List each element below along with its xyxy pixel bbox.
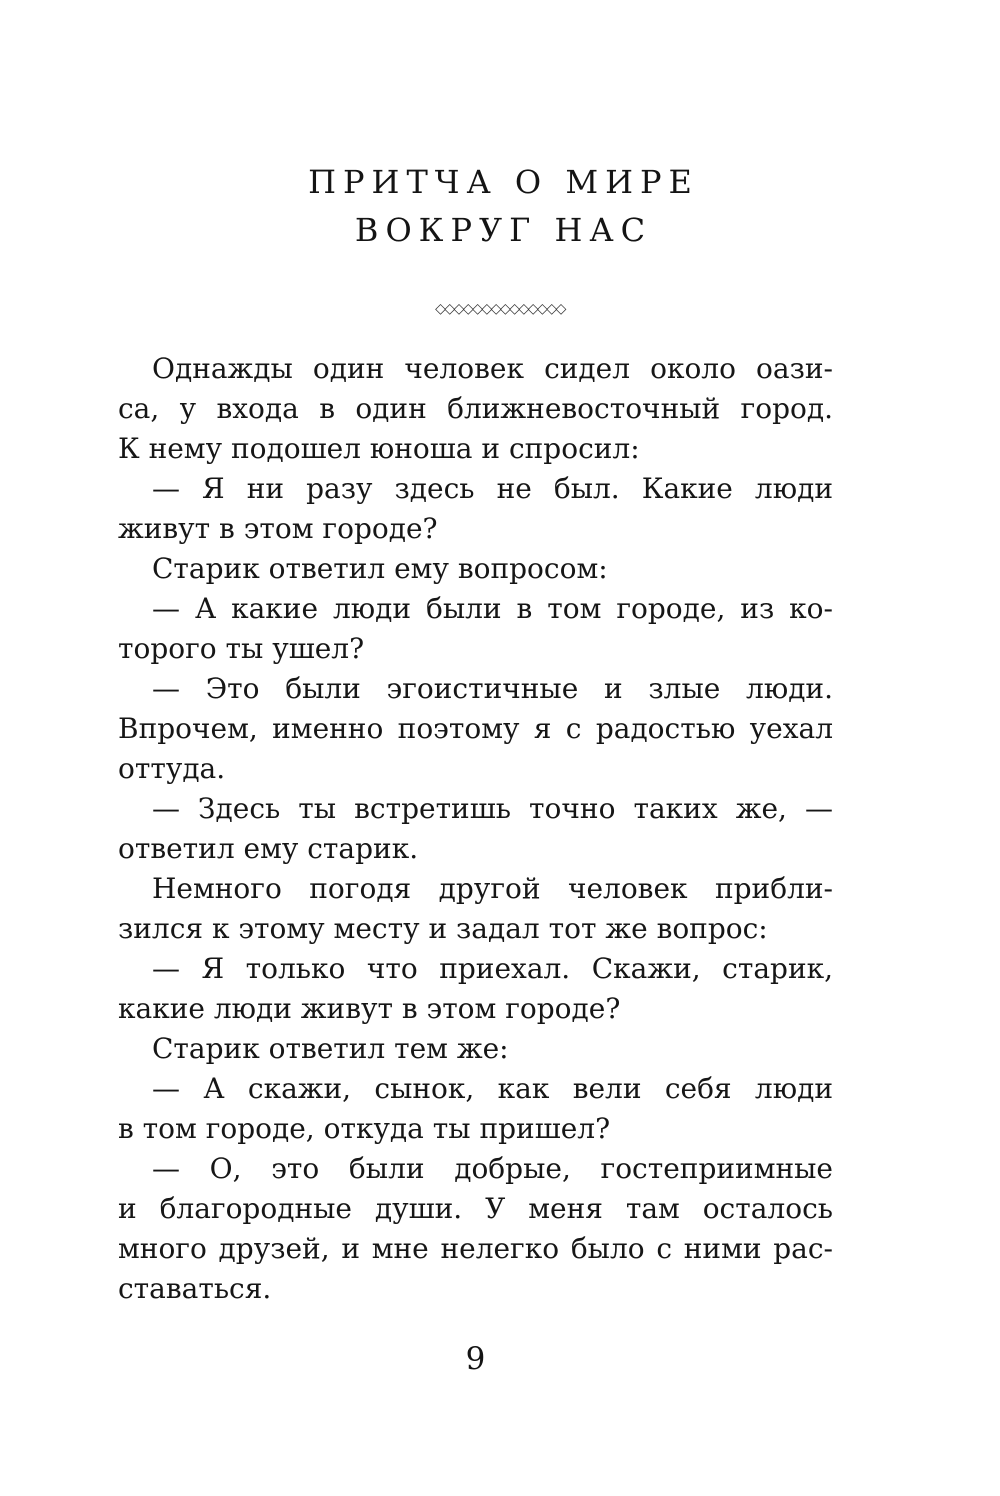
paragraph [118,1029,833,1069]
chapter-title-line-2: ВОКРУГ НАС [354,211,653,249]
chapter-title [0,0,1000,254]
text-line: Однажды один человек сидел около оази- [152,352,833,385]
text-line: — Это были эгоистичные и злые люди. [152,672,833,705]
text-line: Старик ответил тем же: [152,1032,509,1065]
paragraph [118,669,833,789]
page-number: 9 [465,1341,486,1377]
text-line: торого ты ушел? [118,632,365,665]
paragraph [118,789,833,869]
text-line: — Я ни разу здесь не был. Какие люди [152,472,833,505]
text-line: К нему подошел юноша и спросил: [118,432,640,465]
chapter-title-line-1: ПРИТЧА О МИРЕ [308,163,699,201]
paragraph [118,349,833,469]
text-line: — А скажи, сынок, как вели себя люди [152,1072,833,1105]
text-line: — О, это были добрые, гостеприимные [152,1152,833,1185]
text-line: оттуда. [118,752,226,785]
text-line: са, у входа в один ближневосточный город. [118,392,833,425]
text-line: зился к этому месту и задал тот же вопрос: [118,912,768,945]
diamond-ornament-divider: ◇◇◇◇◇◇◇◇◇◇◇◇◇◇ [435,301,565,317]
text-line: живут в этом городе? [118,512,438,545]
text-line: — Я только что приехал. Скажи, старик, [152,952,833,985]
paragraph [118,949,833,1029]
paragraph [118,1069,833,1149]
text-line: — Здесь ты встретишь точно таких же, — [152,792,833,825]
text-line: Старик ответил ему вопросом: [152,552,608,585]
text-line: Впрочем, именно поэтому я с радостью уехал [118,712,833,745]
body-text [118,349,833,1309]
paragraph [118,1149,833,1309]
paragraph [118,589,833,669]
text-line: много друзей, и мне нелегко было с ними рас- [118,1232,833,1265]
paragraph [118,549,833,589]
text-line: — А какие люди были в том городе, из ко- [152,592,833,625]
text-line: в том городе, откуда ты пришел? [118,1112,611,1145]
text-line: ставаться. [118,1272,272,1305]
text-line: Немного погодя другой человек прибли- [152,872,833,905]
text-line: какие люди живут в этом городе? [118,992,621,1025]
paragraph [118,469,833,549]
text-line: ответил ему старик. [118,832,419,865]
paragraph [118,869,833,949]
text-line: и благородные души. У меня там осталось [118,1192,833,1225]
